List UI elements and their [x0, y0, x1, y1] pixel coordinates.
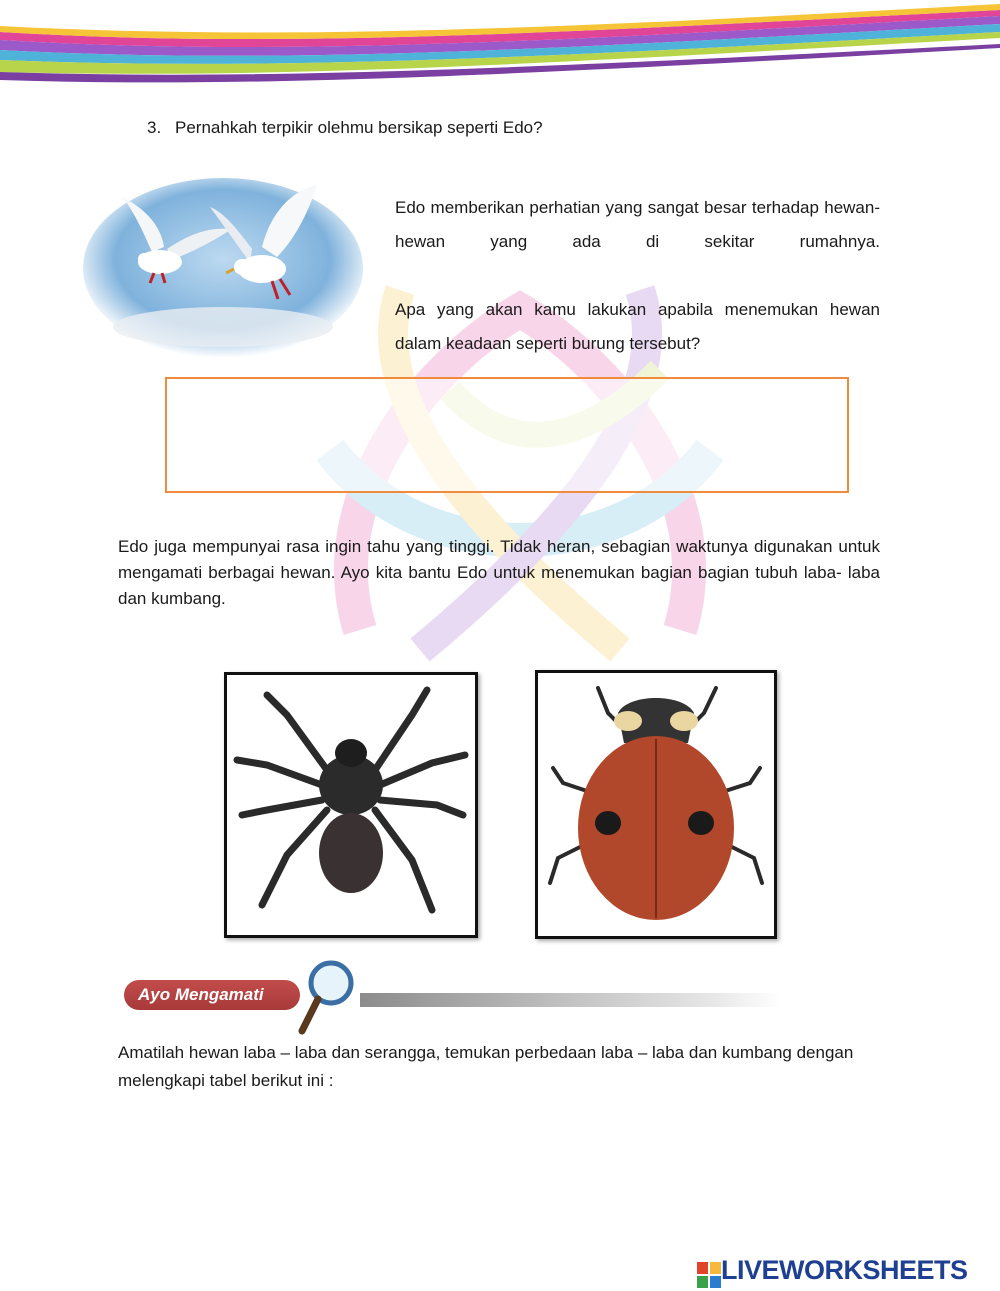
header-swoosh-decoration [0, 0, 1000, 95]
answer-box [165, 377, 849, 493]
answer-input[interactable] [167, 379, 847, 491]
logo-text: LIVEWORKSHEETS [721, 1255, 968, 1285]
beetle-illustration [538, 673, 774, 936]
spider-image [224, 672, 478, 938]
spider-illustration [227, 675, 475, 935]
doves-image [82, 177, 364, 359]
beetle-image [535, 670, 777, 939]
banner-gradient-bar [360, 993, 780, 1007]
birds-paragraph-1: Edo memberikan perhatian yang sangat besar terhadap hewan-hewan yang ada di sekitar rumahnya. [395, 198, 880, 251]
question-number: 3. [147, 118, 162, 137]
instruction-paragraph: Amatilah hewan laba – laba dan serangga, temukan perbedaan laba – laba dan kumbang dengan melengkapi tabel berikut ini : [118, 1043, 854, 1090]
question-3 [147, 118, 543, 138]
intro-paragraph: Edo juga mempunyai rasa ingin tahu yang tinggi. Tidak heran, sebagian waktunya digunakan untuk mengamati berbagai hewan. Ayo kita bantu Edo untuk menemukan bagian bagian tubuh laba- laba dan kumbang. [118, 537, 880, 608]
liveworksheets-logo [697, 1255, 997, 1285]
question-text: Pernahkah terpikir olehmu bersikap seperti Edo? [175, 118, 543, 137]
birds-paragraph-2: Apa yang akan kamu lakukan apabila menemukan hewan dalam keadaan seperti burung tersebut? [395, 300, 880, 353]
magnifier-icon [296, 957, 358, 1037]
ayo-mengamati-banner: Ayo Mengamati [124, 980, 300, 1010]
logo-blocks-icon [697, 1262, 721, 1288]
